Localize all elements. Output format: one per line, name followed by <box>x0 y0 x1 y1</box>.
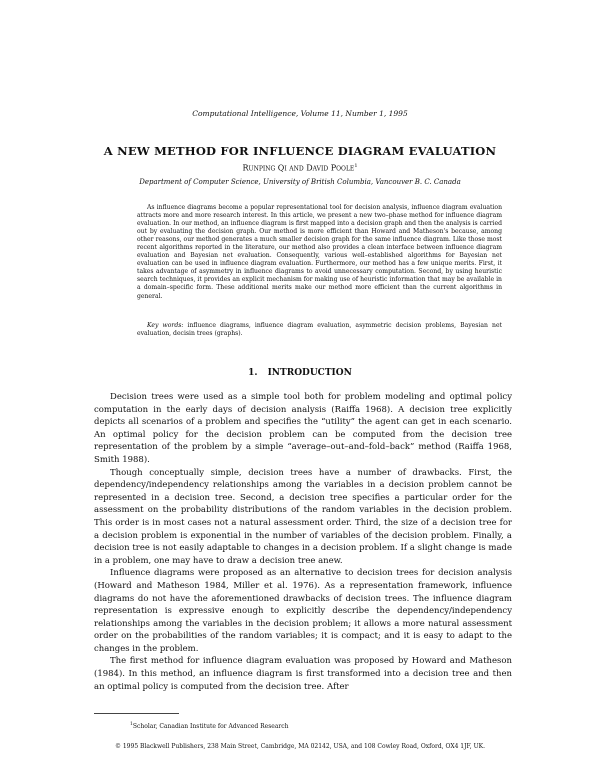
footnote-text: Scholar, Canadian Institute for Advanced Research <box>132 723 289 730</box>
footnote-mark: 1 <box>130 722 133 727</box>
paper-title: A NEW METHOD FOR INFLUENCE DIAGRAM EVALUATION <box>103 144 497 158</box>
footnote-rule <box>94 713 179 714</box>
section-heading <box>0 368 600 378</box>
paragraph: Decision trees were used as a simple tool both for problem modeling and optimal policy computation in the early days of decision analysis (Raiffa 1968). A decision tree explicitly depicts all scenarios of a problem and specifies the “utility” the agent can get in each scenario. An optimal policy for the decision problem can be computed from the decision tree representation of the problem by a simple “average–out–and–fold–back” method (Raiffa 1968, Smith 1988). <box>94 392 512 465</box>
keywords-label: Key words: <box>147 322 184 329</box>
keywords <box>137 322 502 338</box>
copyright-line: © 1995 Blackwell Publishers, 238 Main Street, Cambridge, MA 02142, USA, and 108 Cowley Road, Oxford, OX4 1JF, UK. <box>114 743 486 750</box>
keywords-text: influence diagrams, influence diagram evaluation, asymmetric decision problems, Bayesian net evaluation, decisin trees (graphs). <box>137 322 503 338</box>
section-number: 1. <box>248 368 258 378</box>
journal-header: Computational Intelligence, Volume 11, Number 1, 1995 <box>192 109 408 118</box>
abstract-text: As influence diagrams become a popular representational tool for decision analysis, influence diagram evaluation attracts more and more research interest. In this article, we present a new two–phase method for influence diagram evaluation. In our method, an influence diagram is first mapped into a decision graph and then the analysis is carried out by evaluating the decision graph. Our method is more efficient than Howard and Matheson's because, among other reasons, our method generates a much smaller decision graph for the same influence diagram. Like those most recent algorithms reported in the literature, our method also provides a clean interface between influence diagram evaluation and Bayesian net evaluation. Consequently, various well–established algorithms for Bayesian net evaluation can be used in influence diagram evaluation. Furthermore, our method has a few unique merits. First, it takes advantage of asymmetry in influence diagrams to avoid unnecessary computation. Second, by using heuristic search techniques, it provides an explicit mechanism for making use of heuristic information that may be available in a domain–specific form. These additional merits make our method more efficient than the current algorithms in general. <box>137 204 502 300</box>
affiliation: Department of Computer Science, University of British Columbia, Vancouver B. C. Canada <box>139 178 461 186</box>
authors-line <box>0 163 600 173</box>
paragraph: The first method for influence diagram evaluation was proposed by Howard and Matheson (1984). In this method, an influence diagram is first transformed into a decision tree and then an optimal policy is computed from the decision tree. After <box>94 656 512 692</box>
abstract <box>137 204 502 301</box>
paragraph: Influence diagrams were proposed as an alternative to decision trees for decision analysis (Howard and Matheson 1984, Miller et al. 1976). As a representation framework, influence diagrams do not have the aforementioned drawbacks of decision trees. The influence diagram representation is expressive enough to explicitly describe the dependency/independency relationships among the variables in the decision problem; it allows a more natural assessment order on the probabilities of the random variables; it is compact; and it is easy to adapt to the changes in the problem. <box>94 568 512 654</box>
paragraph: Though conceptually simple, decision trees have a number of drawbacks. First, the dependency/independency relationships among the variables in a decision problem cannot be represented in a decision tree. Second, a decision tree specifies a particular order for the assessment on the probability distributions of the random variables in the decision problem. This order is in most cases not a natural assessment order. Third, the size of a decision tree for a decision problem is exponential in the number of variables of the decision problem. Finally, a decision tree is not easily adaptable to changes in a decision problem. If a slight change is made in a problem, one may have to draw a decision tree anew. <box>94 467 512 566</box>
section-title: INTRODUCTION <box>267 368 352 378</box>
author-footnote-mark: 1 <box>354 163 358 169</box>
author-names: Runping Qi and David Poole <box>242 163 355 173</box>
footnote <box>130 722 289 730</box>
body-text <box>94 391 512 693</box>
